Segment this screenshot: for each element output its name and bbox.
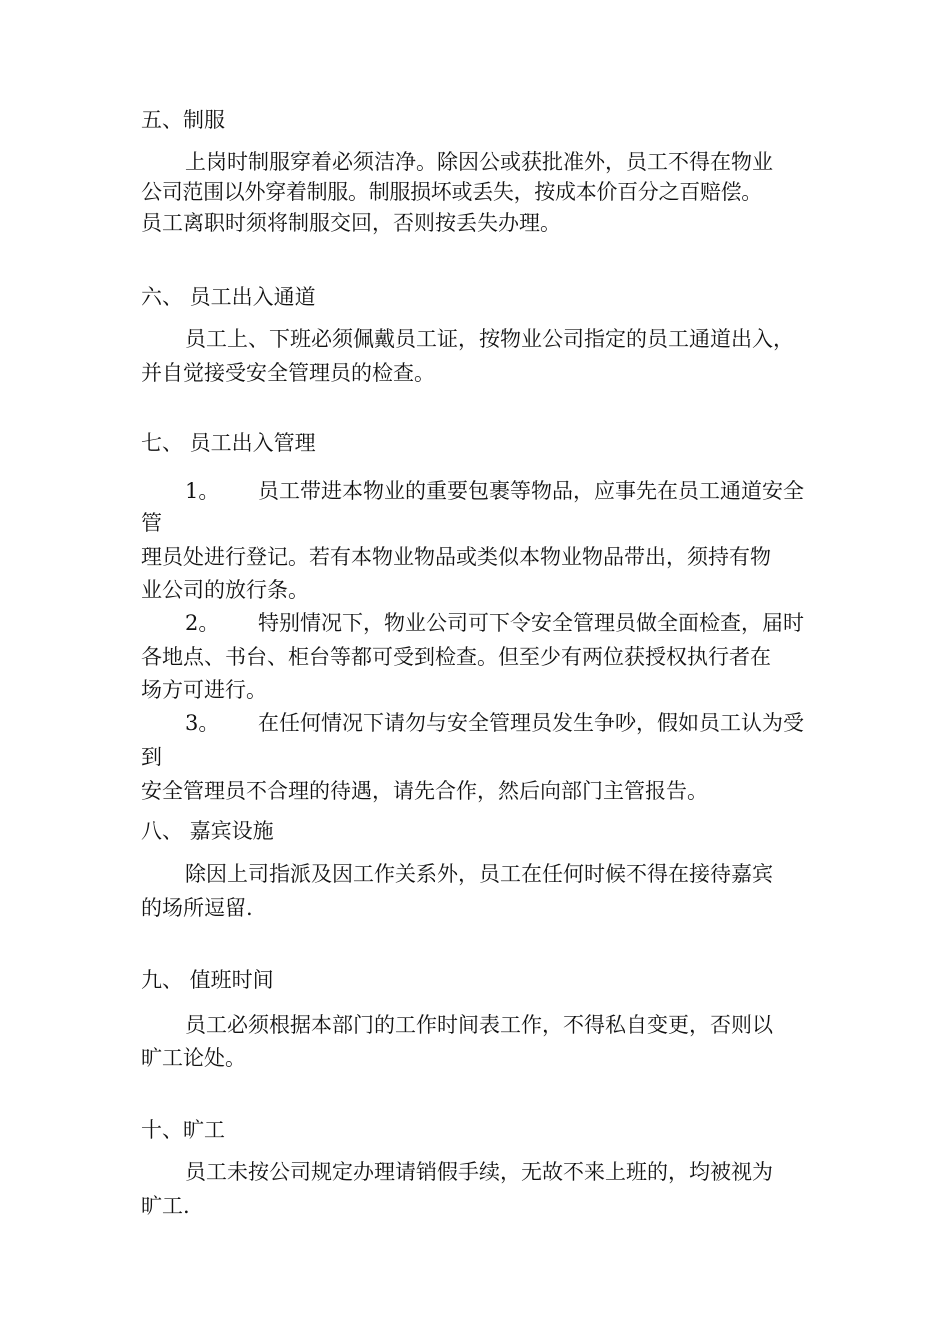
paragraph-line: 员工上、下班必须佩戴员工证，按物业公司指定的员工通道出入， xyxy=(185,327,794,351)
section-heading-uniform: 五、制服 xyxy=(141,108,225,132)
section-heading-duty-hours: 九、 值班时间 xyxy=(141,968,274,992)
paragraph-line: 除因上司指派及因工作关系外，员工在任何时候不得在接待嘉宾 xyxy=(185,862,773,886)
section-heading-absenteeism: 十、旷工 xyxy=(141,1118,225,1142)
list-item-text: 特别情况下，物业公司可下令安全管理员做全面检查，届时 xyxy=(258,611,804,635)
list-item-text: 管 xyxy=(141,511,162,535)
list-item-number: 3。 xyxy=(185,711,220,735)
paragraph-line: 旷工. xyxy=(141,1194,190,1218)
list-item-text: 安全管理员不合理的待遇，请先合作，然后向部门主管报告。 xyxy=(141,779,708,803)
section-heading-staff-passage: 六、 员工出入通道 xyxy=(141,285,316,309)
list-item-text: 各地点、书台、柜台等都可受到检查。但至少有两位获授权执行者在 xyxy=(141,645,771,669)
paragraph-line: 员工未按公司规定办理请销假手续，无故不来上班的，均被视为 xyxy=(185,1160,773,1184)
section-heading-guest-facilities: 八、 嘉宾设施 xyxy=(141,819,274,843)
paragraph-line: 公司范围以外穿着制服。制服损坏或丢失，按成本价百分之百赔偿。 xyxy=(141,180,762,204)
list-item-text: 员工带进本物业的重要包裹等物品，应事先在员工通道安全 xyxy=(258,479,804,503)
paragraph-line: 的场所逗留. xyxy=(141,896,253,920)
paragraph-line: 员工离职时须将制服交回，否则按丢失办理。 xyxy=(141,211,561,235)
list-item-number: 2。 xyxy=(185,611,220,635)
paragraph-line: 并自觉接受安全管理员的检查。 xyxy=(141,361,435,385)
list-item-text: 到 xyxy=(141,745,162,769)
list-item-number: 1。 xyxy=(185,479,220,503)
paragraph-line: 员工必须根据本部门的工作时间表工作，不得私自变更，否则以 xyxy=(185,1013,773,1037)
list-item-text: 业公司的放行条。 xyxy=(141,578,309,602)
list-item-text: 理员处进行登记。若有本物业物品或类似本物业物品带出，须持有物 xyxy=(141,545,771,569)
list-item-text: 场方可进行。 xyxy=(141,678,267,702)
section-heading-staff-access: 七、 员工出入管理 xyxy=(141,431,316,455)
paragraph-line: 上岗时制服穿着必须洁净。除因公或获批准外，员工不得在物业 xyxy=(185,150,773,174)
list-item-text: 在任何情况下请勿与安全管理员发生争吵，假如员工认为受 xyxy=(258,711,804,735)
paragraph-line: 旷工论处。 xyxy=(141,1046,246,1070)
